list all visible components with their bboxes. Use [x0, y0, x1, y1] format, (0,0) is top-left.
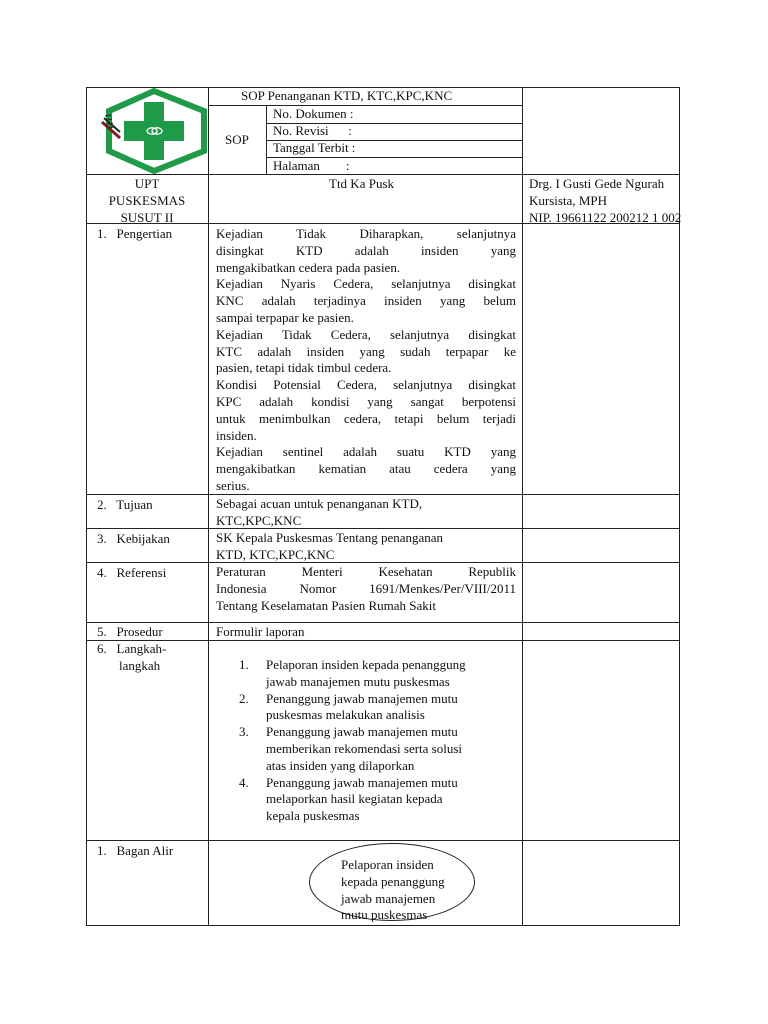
- row-rule-langkah: [86, 640, 680, 641]
- ttd-label: Ttd Ka Pusk: [329, 176, 394, 191]
- puskesmas-logo: [98, 88, 210, 174]
- header-rule-5: [86, 174, 680, 175]
- bagan-alir-label: 1. Bagan Alir: [97, 843, 174, 858]
- column-rule-label: [208, 87, 209, 926]
- sop-label: SOP: [225, 132, 249, 147]
- pengertian-line: Kejadian Tidak Cedera, selanjutnya disingkat: [216, 326, 516, 342]
- langkah-number: 2.: [239, 690, 249, 706]
- signer-title: Kursista, MPH: [529, 192, 608, 208]
- pengertian-line: KPC adalah kondisi yang sangat berpotensi: [216, 393, 516, 409]
- sop-title: SOP Penanganan KTD, KTC,KPC,KNC: [241, 88, 453, 103]
- pengertian-line: mengakibatkan kematian atau cedera yang: [216, 461, 516, 477]
- unit-line: UPT: [134, 176, 160, 191]
- flowchart-start-text: [341, 857, 445, 924]
- langkah-label-line: langkah: [119, 657, 161, 673]
- pengertian-line: Kejadian Tidak Diharapkan, selanjutnya: [216, 226, 516, 241]
- column-rule-content: [522, 87, 523, 926]
- pengertian-line: Kejadian sentinel adalah suatu KTD yang: [216, 444, 516, 460]
- langkah-line: jawab manajemen mutu puskesmas: [266, 673, 450, 689]
- langkah-label: [97, 641, 166, 675]
- langkah-number: 1.: [239, 657, 249, 672]
- ellipse-line: kepada penanggung: [341, 873, 445, 889]
- ellipse-line: jawab manajemen: [341, 890, 436, 906]
- no-revisi-field: No. Revisi :: [273, 123, 352, 138]
- column-rule-sop: [266, 105, 267, 175]
- referensi-line: Tentang Keselamatan Pasien Rumah Sakit: [216, 597, 437, 613]
- tujuan-label: 2. Tujuan: [97, 497, 153, 512]
- pengertian-line: pasien, tetapi tidak timbul cedera.: [216, 360, 392, 376]
- kebijakan-line: KTD, KTC,KPC,KNC: [216, 546, 335, 562]
- langkah-label-line: 6. Langkah-: [97, 641, 167, 656]
- pengertian-line: disingkat KTD adalah insiden yang: [216, 242, 516, 258]
- pengertian-line: Kondisi Potensial Cedera, selanjutnya disingkat: [216, 377, 516, 393]
- no-dokumen-field: No. Dokumen :: [273, 106, 354, 121]
- row-rule-prosedur: [86, 622, 680, 623]
- pengertian-line: Kejadian Nyaris Cedera, selanjutnya disingkat: [216, 276, 516, 292]
- signer-block: [529, 176, 681, 226]
- langkah-item: [239, 691, 466, 725]
- referensi-text: [216, 564, 516, 614]
- langkah-line: Penanggung jawab manajemen mutu: [266, 690, 458, 706]
- langkah-line: puskesmas melakukan analisis: [266, 707, 425, 723]
- tujuan-line: KTC,KPC,KNC: [216, 512, 302, 528]
- referensi-label: 4. Referensi: [97, 565, 167, 580]
- langkah-line: Penanggung jawab manajemen mutu: [266, 724, 458, 740]
- pengertian-line: mengakibatkan cedera pada pasien.: [216, 259, 401, 275]
- langkah-item: [239, 775, 466, 825]
- unit-line: SUSUT II: [120, 209, 174, 225]
- ellipse-line: Pelaporan insiden: [341, 857, 434, 872]
- header-rule-1: [208, 105, 523, 106]
- kebijakan-line: SK Kepala Puskesmas Tentang penanganan: [216, 530, 444, 545]
- pengertian-line: KTC adalah insiden yang sudah terpapar ke: [216, 343, 516, 359]
- kebijakan-label: 3. Kebijakan: [97, 531, 170, 546]
- tanggal-terbit-field: Tanggal Terbit :: [273, 140, 356, 155]
- pengertian-line: serius.: [216, 477, 250, 493]
- unit-line: PUSKESMAS: [108, 192, 186, 208]
- langkah-list: [239, 657, 466, 825]
- pengertian-line: sampai terpapar ke pasien.: [216, 309, 354, 325]
- row-rule-bagan: [86, 840, 680, 841]
- signer-name: Drg. I Gusti Gede Ngurah: [529, 176, 665, 191]
- tujuan-line: Sebagai acuan untuk penanganan KTD,: [216, 496, 423, 511]
- referensi-line: Indonesia Nomor 1691/Menkes/Per/VIII/2011: [216, 580, 516, 596]
- langkah-line: Penanggung jawab manajemen mutu: [266, 774, 458, 790]
- langkah-line: Pelaporan insiden kepada penanggung: [266, 657, 466, 672]
- prosedur-label: 5. Prosedur: [97, 624, 163, 639]
- langkah-number: 4.: [239, 774, 249, 790]
- langkah-item: [239, 724, 466, 774]
- langkah-line: memberikan rekomendasi serta solusi: [266, 740, 463, 756]
- puskesmas-cross-logo-icon: [98, 88, 210, 174]
- table-border-bottom: [86, 925, 680, 926]
- pengertian-line: KNC adalah terjadinya insiden yang belum: [216, 293, 516, 309]
- referensi-line: Peraturan Menteri Kesehatan Republik: [216, 564, 516, 579]
- langkah-line: kepala puskesmas: [266, 808, 360, 824]
- pengertian-line: insiden.: [216, 427, 257, 443]
- langkah-item: [239, 657, 466, 691]
- unit-name: [86, 176, 208, 226]
- tujuan-text: [216, 496, 422, 530]
- langkah-number: 3.: [239, 724, 249, 740]
- langkah-line: melaporkan hasil kegiatan kepada: [266, 791, 443, 807]
- prosedur-value: Formulir laporan: [216, 624, 305, 639]
- langkah-line: atas insiden yang dilaporkan: [266, 757, 415, 773]
- pengertian-text: [216, 226, 516, 495]
- pengertian-line: untuk menimbulkan cedera, tetapi belum terjadi: [216, 410, 516, 426]
- kebijakan-text: [216, 530, 443, 564]
- halaman-field: Halaman :: [273, 158, 350, 173]
- pengertian-label: 1. Pengertian: [97, 226, 173, 241]
- signer-nip: NIP. 19661122 200212 1 002: [529, 209, 682, 225]
- ellipse-line: mutu puskesmas: [341, 907, 428, 923]
